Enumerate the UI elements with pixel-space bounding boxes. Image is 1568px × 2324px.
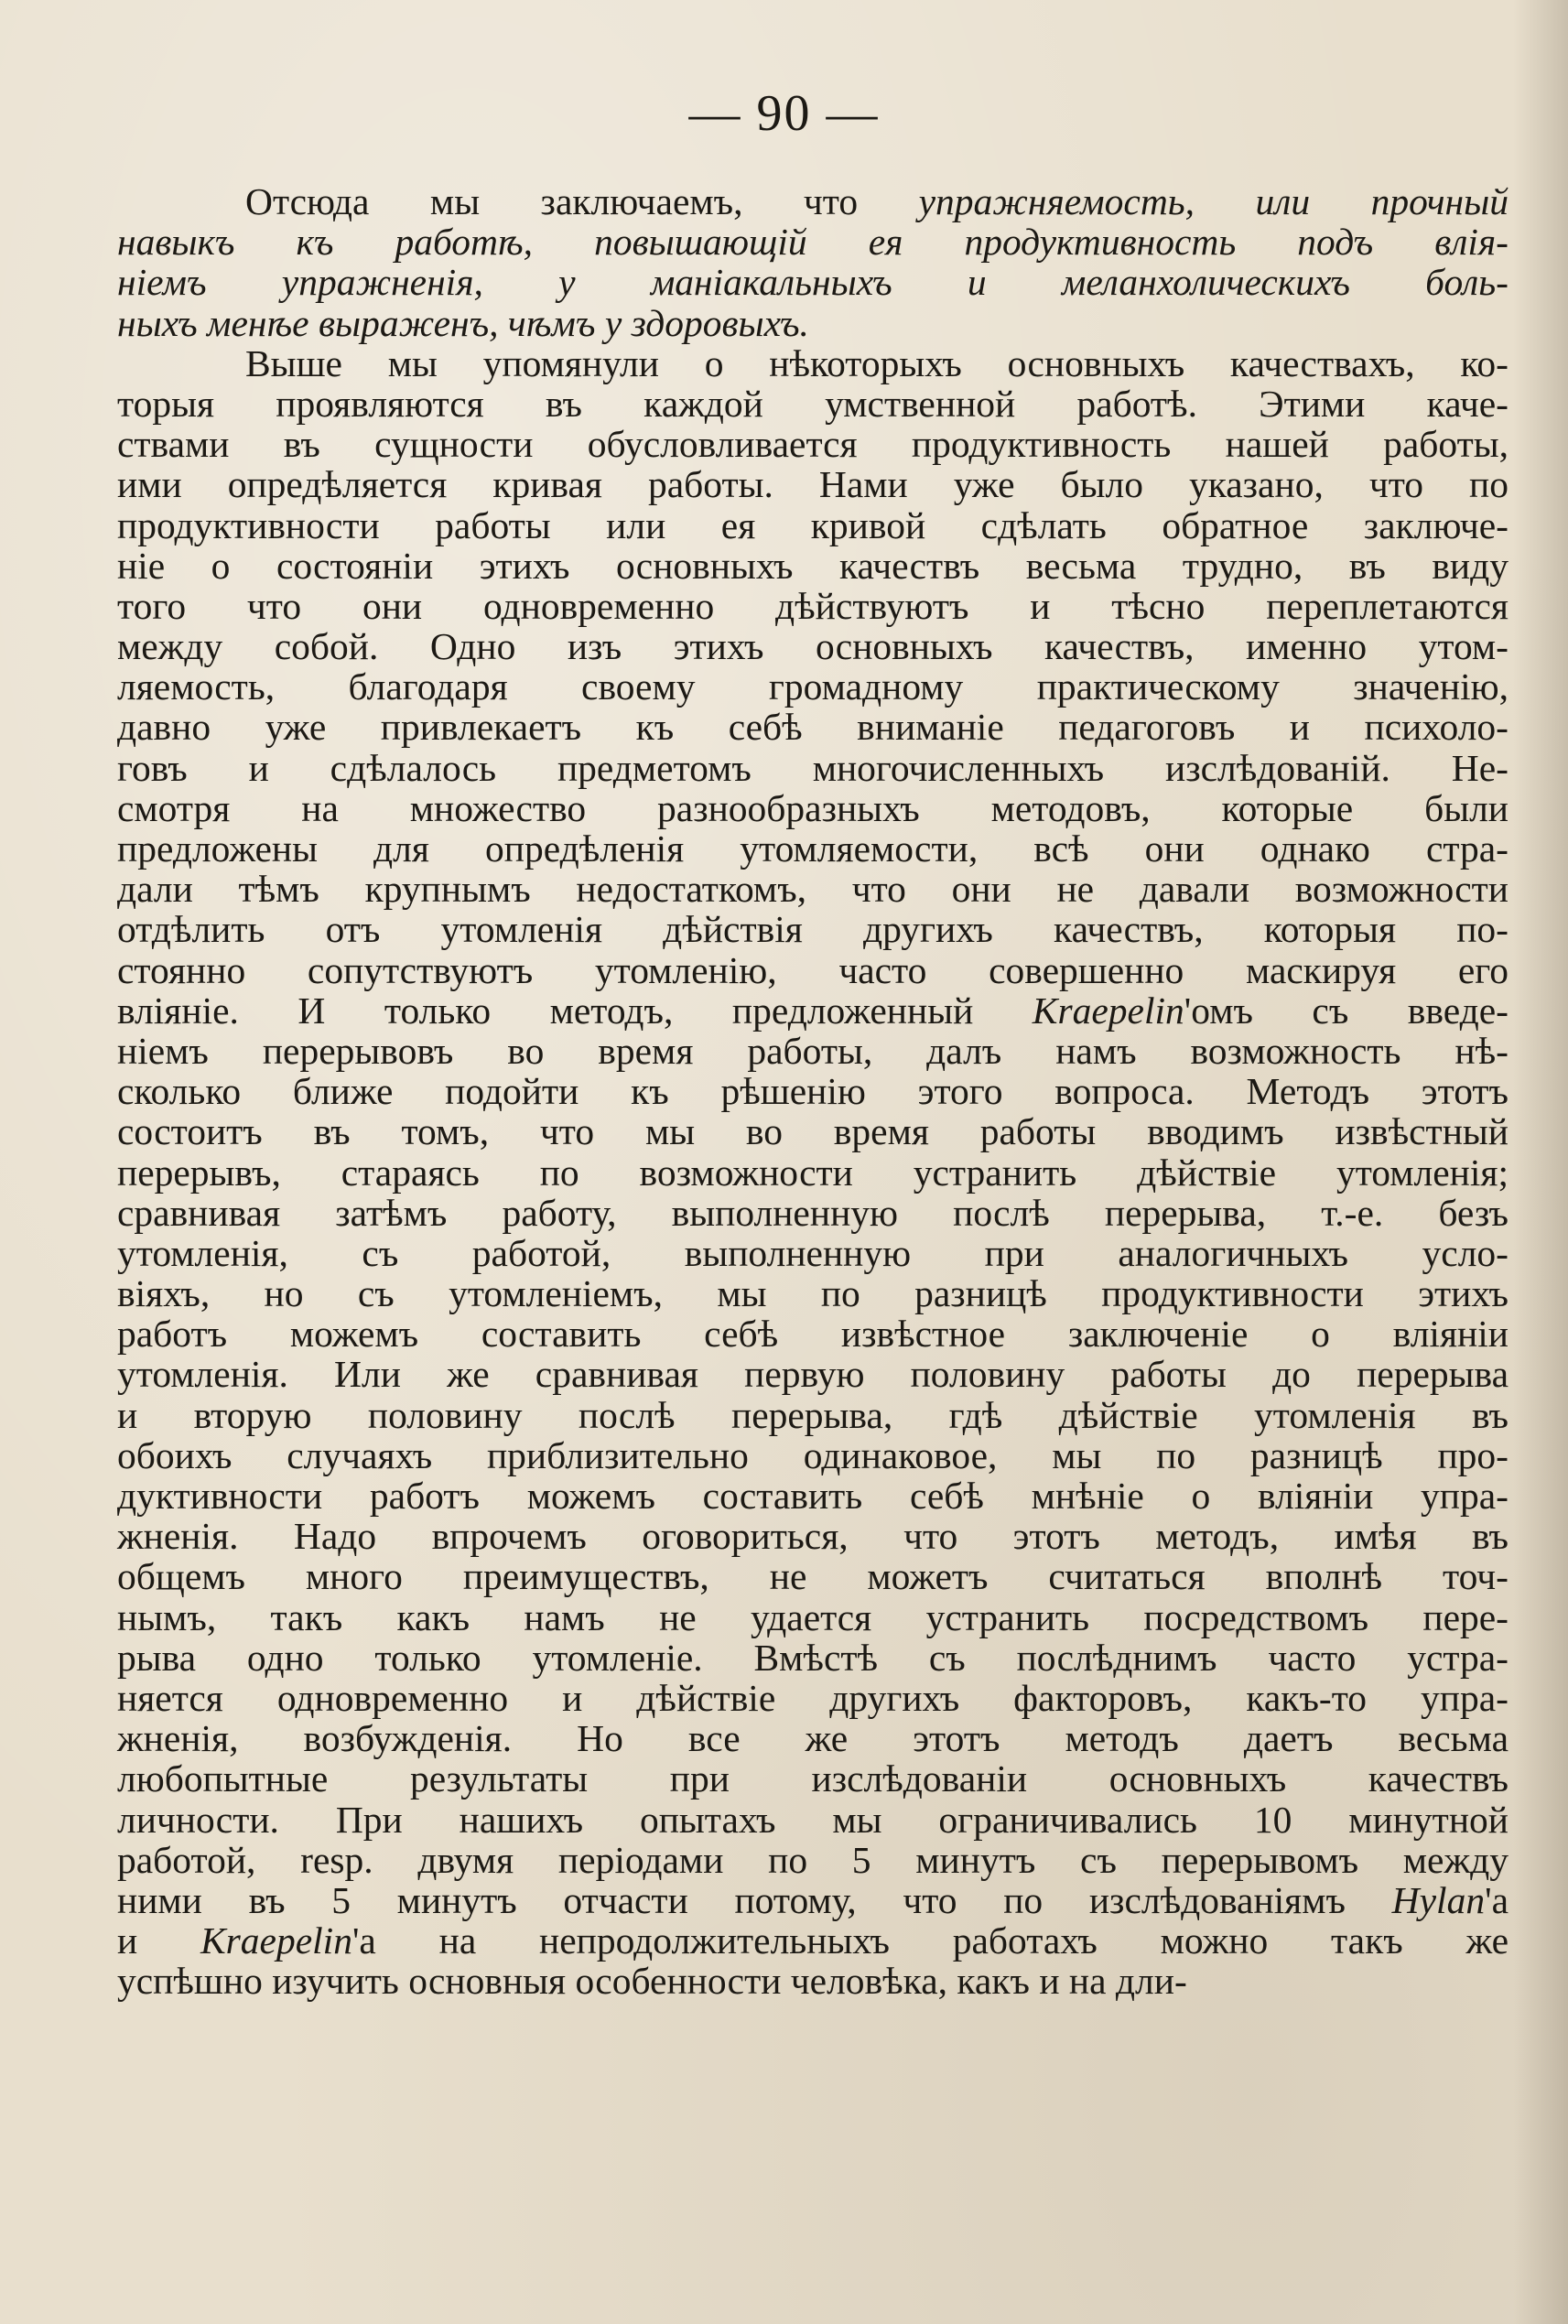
text-line	[117, 1597, 1509, 1638]
text-run: и вторую половину послѣ перерыва, гдѣ дѣйствіе утомленія въ	[117, 1393, 1509, 1436]
text-line	[117, 950, 1509, 990]
text-line	[117, 1031, 1509, 1071]
text-line	[117, 505, 1509, 546]
body-text	[117, 181, 1509, 2001]
italic-text: Hylan	[1391, 1878, 1486, 1921]
italic-text: ніемъ упражненія, у маніакальныхъ и меланхолическихъ боль-	[117, 261, 1509, 304]
text-run: смотря на множество разнообразныхъ методовъ, которые были	[117, 786, 1509, 829]
text-line	[117, 1920, 1509, 1961]
text-line	[117, 384, 1509, 424]
text-run: 'а на непродолжительныхъ работахъ можно такъ же	[351, 1919, 1509, 1962]
text-line	[117, 1395, 1509, 1435]
text-line	[117, 707, 1509, 747]
text-line	[117, 1678, 1509, 1718]
text-run: ствами въ сущности обусловливается продуктивность нашей работы,	[117, 423, 1509, 466]
text-run: ніе о состояніи этихъ основныхъ качествъ весьма трудно, въ виду	[117, 544, 1509, 587]
text-run: работой, resp. двумя періодами по 5 минутъ съ перерывомъ между	[117, 1838, 1509, 1881]
text-run: того что они одновременно дѣйствуютъ и тѣсно переплетаются	[117, 584, 1509, 627]
text-run: любопытные результаты при изслѣдованіи основныхъ качествъ	[117, 1757, 1509, 1800]
text-run: сравнивая затѣмъ работу, выполненную послѣ перерыва, т.-е. безъ	[117, 1191, 1509, 1234]
text-line	[117, 1111, 1509, 1151]
text-line	[117, 1475, 1509, 1516]
italic-text: упражняемость, или прочный	[918, 180, 1509, 222]
text-line	[117, 869, 1509, 909]
italic-text: навыкъ къ работѣ, повышающій ея продуктивность подъ влія-	[117, 221, 1509, 264]
text-line	[117, 1435, 1509, 1475]
text-line	[117, 828, 1509, 869]
text-line	[117, 1313, 1509, 1354]
text-line	[117, 1840, 1509, 1880]
text-run: няется одновременно и дѣйствіе другихъ факторовъ, какъ-то упра-	[117, 1676, 1509, 1719]
text-run: обоихъ случаяхъ приблизительно одинаковое, мы по разницѣ про-	[117, 1433, 1509, 1476]
text-run: нымъ, такъ какъ намъ не удается устранить посредствомъ пере-	[117, 1595, 1509, 1638]
text-line	[117, 1233, 1509, 1273]
text-run: Выше мы упомянули о нѣкоторыхъ основныхъ качествахъ, ко-	[245, 341, 1509, 384]
text-line	[117, 626, 1509, 666]
text-run: предложены для опредѣленія утомляемости, всѣ они однако стра-	[117, 827, 1509, 870]
text-run: успѣшно изучить основныя особенности человѣка, какъ и на дли-	[117, 1960, 1187, 2003]
text-line	[117, 909, 1509, 949]
paragraph	[117, 343, 1509, 2002]
text-line	[117, 1800, 1509, 1840]
text-line	[117, 303, 1509, 343]
text-line	[117, 748, 1509, 788]
text-run: ляемость, благодаря своему громадному практическому значенію,	[117, 665, 1509, 708]
text-run: общемъ много преимуществъ, не можетъ считаться вполнѣ точ-	[117, 1555, 1509, 1598]
text-run: дуктивности работъ можемъ составить себѣ мнѣніе о вліяніи упра-	[117, 1475, 1509, 1517]
text-run: 'а	[1485, 1878, 1509, 1921]
text-run: ними въ 5 минутъ отчасти потому, что по изслѣдованіямъ	[117, 1878, 1392, 1921]
text-line	[117, 464, 1509, 504]
text-line	[117, 222, 1509, 262]
text-line	[117, 262, 1509, 302]
text-run: ими опредѣляется кривая работы. Нами уже было указано, что по	[117, 463, 1509, 506]
text-run: стоянно сопутствуютъ утомленію, часто совершенно маскируя его	[117, 948, 1509, 991]
text-line	[117, 1961, 1509, 2001]
text-run: сколько ближе подойти къ рѣшенію этого вопроса. Методъ этотъ	[117, 1070, 1509, 1113]
italic-text: ныхъ менѣе выраженъ, чѣмъ у здоровыхъ.	[117, 301, 809, 344]
text-run: перерывъ, стараясь по возможности устранить дѣйствіе утомленія;	[117, 1151, 1509, 1194]
text-run: жненія, возбужденія. Но все же этотъ методъ даетъ весьма	[117, 1717, 1509, 1760]
text-line	[117, 1354, 1509, 1394]
text-run: утомленія, съ работой, выполненную при аналогичныхъ усло-	[117, 1231, 1509, 1274]
text-line	[117, 343, 1509, 384]
text-run: дали тѣмъ крупнымъ недостаткомъ, что они не давали возможности	[117, 868, 1509, 911]
text-run: віяхъ, но съ утомленіемъ, мы по разницѣ продуктивности этихъ	[117, 1272, 1509, 1315]
text-line	[117, 546, 1509, 586]
italic-text: Kraepelin	[1032, 989, 1184, 1032]
text-line	[117, 1152, 1509, 1193]
text-line	[117, 424, 1509, 464]
text-line	[117, 1718, 1509, 1758]
text-line	[117, 1880, 1509, 1920]
paragraph	[117, 181, 1509, 343]
text-run: личности. При нашихъ опытахъ мы ограничивались 10 минутной	[117, 1798, 1509, 1841]
text-run: торыя проявляются въ каждой умственной работѣ. Этими каче-	[117, 382, 1509, 425]
text-line	[117, 1556, 1509, 1596]
text-line	[117, 1758, 1509, 1799]
text-run: состоитъ въ томъ, что мы во время работы вводимъ извѣстный	[117, 1110, 1509, 1153]
text-line	[117, 1193, 1509, 1233]
text-run: жненія. Надо впрочемъ оговориться, что этотъ методъ, имѣя въ	[117, 1515, 1509, 1558]
text-run: и	[117, 1919, 200, 1962]
text-line	[117, 666, 1509, 707]
text-line	[117, 586, 1509, 626]
text-line	[117, 1516, 1509, 1556]
italic-text: Kraepelin	[200, 1919, 352, 1962]
text-line	[117, 1638, 1509, 1678]
text-run: между собой. Одно изъ этихъ основныхъ качествъ, именно утом-	[117, 625, 1509, 668]
text-run: рыва одно только утомленіе. Вмѣстѣ съ послѣднимъ часто устра-	[117, 1636, 1509, 1679]
text-line	[117, 990, 1509, 1031]
text-line	[117, 1071, 1509, 1111]
text-line	[117, 1273, 1509, 1313]
text-run: вліяніе. И только методъ, предложенный	[117, 989, 1033, 1032]
text-run: 'омъ съ введе-	[1184, 989, 1509, 1032]
text-line	[117, 181, 1509, 222]
text-run: давно уже привлекаетъ къ себѣ вниманіе педагоговъ и психоло-	[117, 706, 1509, 749]
text-run: говъ и сдѣлалось предметомъ многочисленныхъ изслѣдованій. Не-	[117, 746, 1509, 789]
text-run: ніемъ перерывовъ во время работы, далъ намъ возможность нѣ-	[117, 1029, 1509, 1072]
page-number: — 90 —	[688, 85, 880, 142]
text-run: работъ можемъ составить себѣ извѣстное заключеніе о вліяніи	[117, 1313, 1509, 1356]
text-run: Отсюда мы заключаемъ, что	[245, 180, 919, 222]
text-run: отдѣлить отъ утомленія дѣйствія другихъ качествъ, которыя по-	[117, 908, 1509, 951]
text-run: продуктивности работы или ея кривой сдѣлать обратное заключе-	[117, 503, 1509, 546]
text-line	[117, 788, 1509, 828]
text-run: утомленія. Или же сравнивая первую половину работы до перерыва	[117, 1353, 1509, 1396]
page-edge-shadow	[1513, 0, 1568, 2324]
